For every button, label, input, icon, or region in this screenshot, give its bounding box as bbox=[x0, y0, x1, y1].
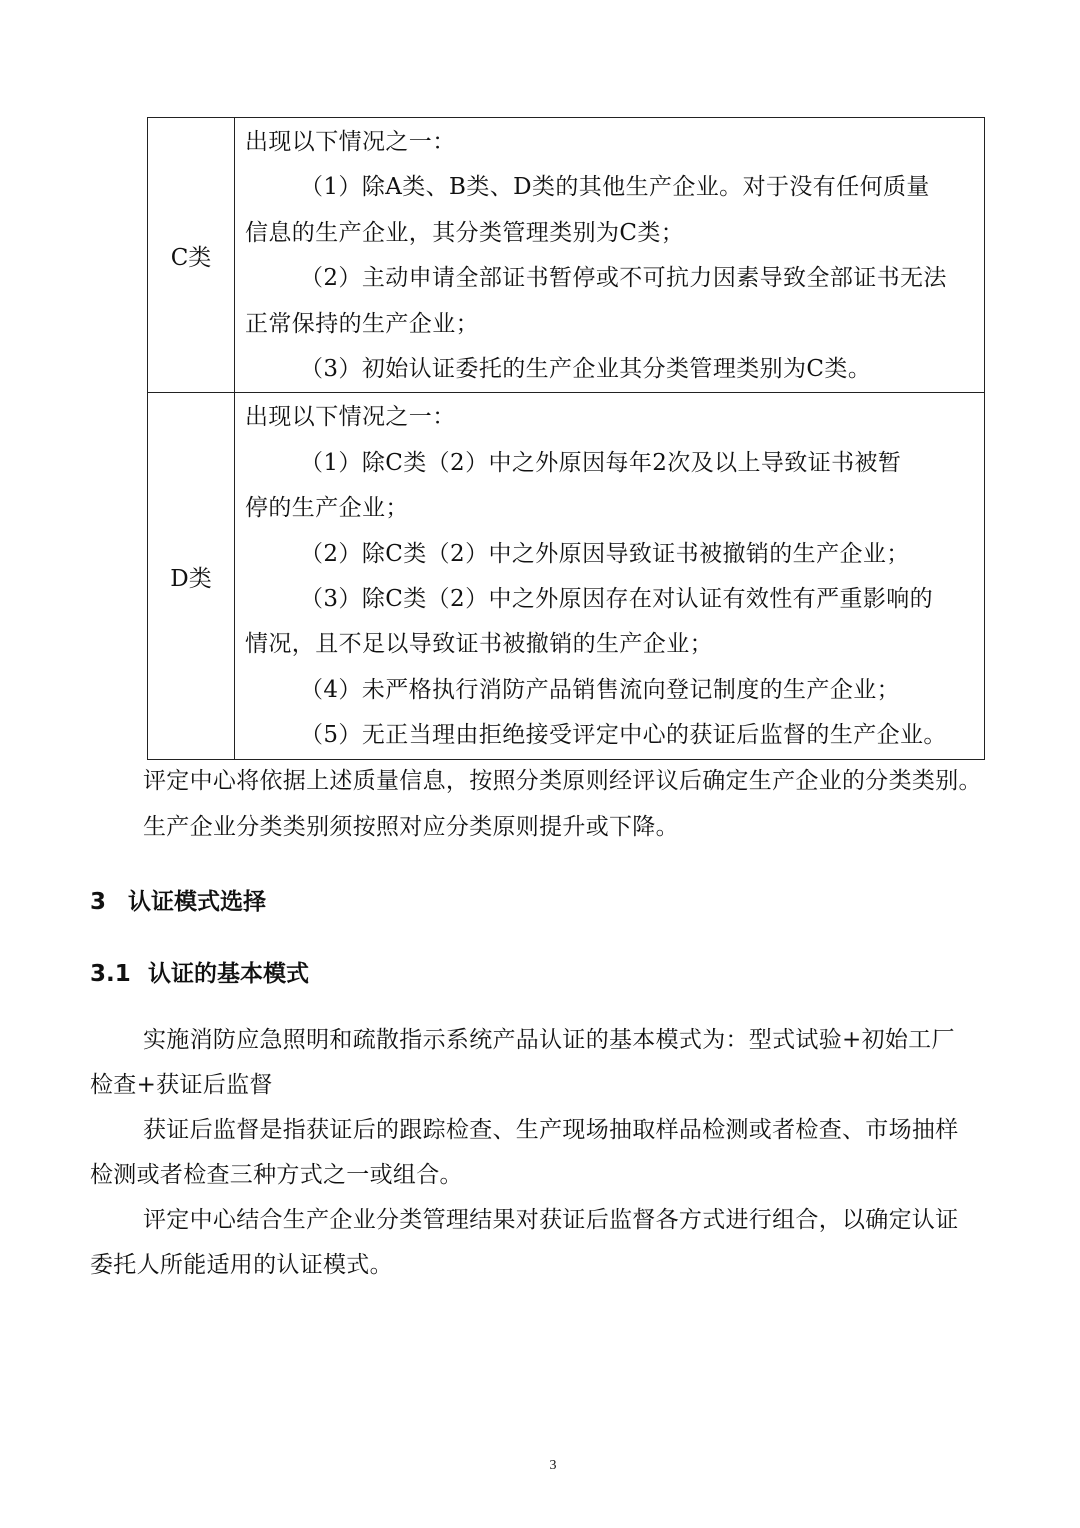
after-table-line-1: 评定中心将依据上述质量信息，按照分类原则经评议后确定生产企业的分类类别。 bbox=[143, 768, 982, 794]
criteria-line: 出现以下情况之一： bbox=[245, 129, 456, 155]
criteria-line: 出现以下情况之一： bbox=[245, 404, 456, 431]
criteria-line: （3）除C类（2）中之外原因存在对认证有效性有严重影响的 bbox=[300, 586, 934, 613]
classification-table bbox=[147, 117, 985, 760]
section-3-heading bbox=[90, 883, 266, 916]
criteria-line: （1）除C类（2）中之外原因每年2次及以上导致证书被暂 bbox=[300, 449, 902, 476]
category-label: D类 bbox=[148, 393, 235, 759]
paragraph-2-line-1: 获证后监督是指获证后的跟踪检查、生产现场抽取样品检测或者检查、市场抽样 bbox=[143, 1117, 959, 1143]
table-row bbox=[148, 118, 985, 393]
criteria-line: 信息的生产企业，其分类管理类别为C类； bbox=[245, 219, 685, 246]
paragraph-1-line-1: 实施消防应急照明和疏散指示系统产品认证的基本模式为：型式试验+初始工厂 bbox=[143, 1027, 955, 1053]
criteria-line: （4）未严格执行消防产品销售流向登记制度的生产企业； bbox=[300, 676, 901, 703]
table-row bbox=[148, 393, 985, 759]
criteria-line: （3）初始认证委托的生产企业其分类管理类别为C类。 bbox=[300, 356, 872, 383]
category-criteria bbox=[235, 393, 985, 759]
section-3-title: 认证模式选择 bbox=[128, 889, 266, 915]
criteria-line: （2）除C类（2）中之外原因导致证书被撤销的生产企业； bbox=[300, 540, 910, 567]
paragraph-3-line-2: 委托人所能适用的认证模式。 bbox=[90, 1252, 393, 1278]
criteria-line: 停的生产企业； bbox=[245, 495, 409, 522]
paragraph-1-line-2: 检查+获证后监督 bbox=[90, 1072, 273, 1098]
criteria-line: 情况，且不足以导致证书被撤销的生产企业； bbox=[245, 631, 713, 658]
criteria-line: （5）无正当理由拒绝接受评定中心的获证后监督的生产企业。 bbox=[300, 722, 947, 749]
paragraph-2-line-2: 检测或者检查三种方式之一或组合。 bbox=[90, 1162, 463, 1188]
section-3-number: 3 bbox=[90, 889, 107, 915]
section-3-1-number: 3.1 bbox=[90, 961, 131, 987]
classification-table-body bbox=[148, 118, 985, 760]
after-table-line-2: 生产企业分类类别须按照对应分类原则提升或下降。 bbox=[143, 814, 679, 840]
paragraph-3-line-1: 评定中心结合生产企业分类管理结果对获证后监督各方式进行组合，以确定认证 bbox=[143, 1207, 959, 1233]
section-3-1-heading bbox=[90, 955, 309, 988]
section-3-1-title: 认证的基本模式 bbox=[148, 961, 309, 987]
category-criteria bbox=[235, 118, 985, 393]
category-label: C类 bbox=[148, 118, 235, 393]
page-number: 3 bbox=[549, 1458, 557, 1473]
criteria-line: （2）主动申请全部证书暂停或不可抗力因素导致全部证书无法 bbox=[300, 265, 947, 292]
criteria-line: 正常保持的生产企业； bbox=[245, 310, 479, 337]
criteria-line: （1）除A类、B类、D类的其他生产企业。对于没有任何质量 bbox=[300, 174, 930, 201]
